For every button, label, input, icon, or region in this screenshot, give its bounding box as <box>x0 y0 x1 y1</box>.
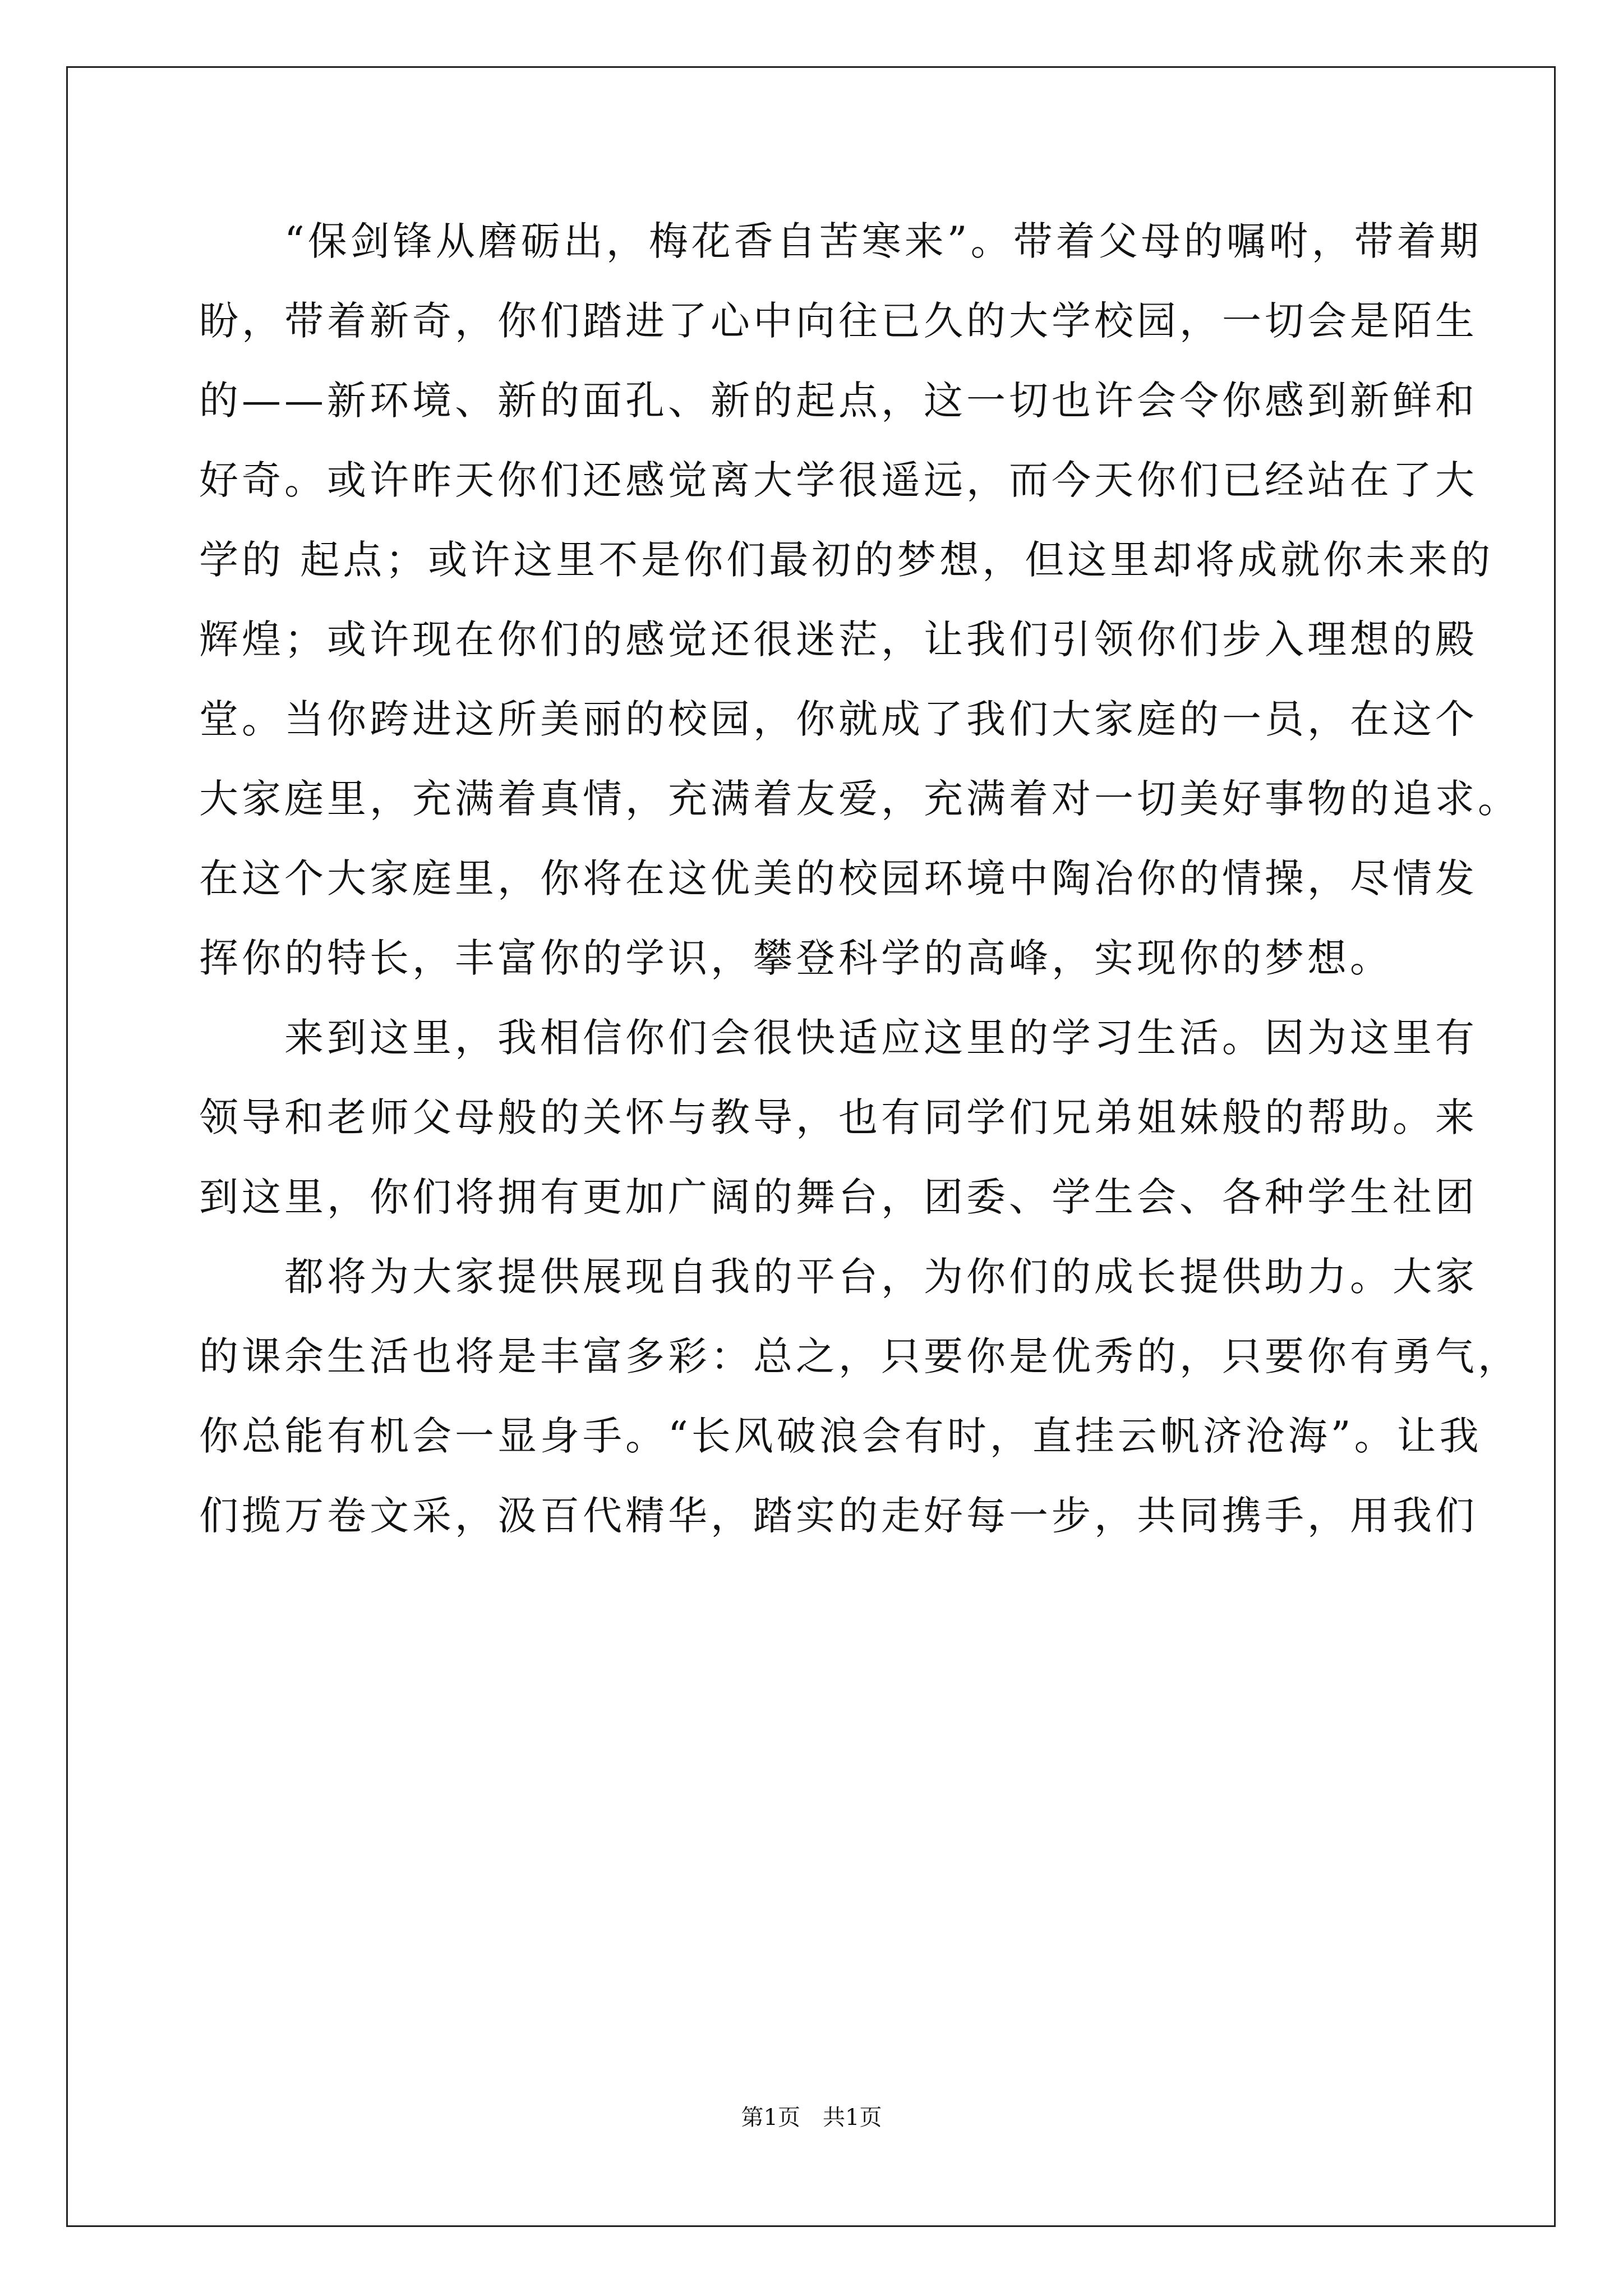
text-line: 挥你的特长，丰富你的学识，攀登科学的高峰，实现你的梦想。 <box>199 935 1393 981</box>
text-line: “保剑锋从磨砺出，梅花香自苦寒来”。带着父母的嘱咐，带着期 <box>199 218 1482 264</box>
text-line: 领导和老师父母般的关怀与教导，也有同学们兄弟姐妹般的帮助。来 <box>199 1094 1478 1140</box>
text-line: 在这个大家庭里，你将在这优美的校园环境中陶冶你的情操，尽情发 <box>199 855 1478 901</box>
text-line: 学的 起点；或许这里不是你们最初的梦想，但这里却将成就你未来的 <box>199 537 1494 583</box>
text-line: 辉煌；或许现在你们的感觉还很迷茫，让我们引领你们步入理想的殿 <box>199 616 1478 662</box>
text-line: 们揽万卷文采，汲百代精华，踏实的走好每一步，共同携手，用我们 <box>199 1493 1478 1539</box>
text-line: 都将为大家提供展现自我的平台，为你们的成长提供助力。大家 <box>199 1254 1478 1300</box>
text-line: 来到这里，我相信你们会很快适应这里的学习生活。因为这里有 <box>199 1015 1478 1061</box>
text-line: 好奇。或许昨天你们还感觉离大学很遥远，而今天你们已经站在了大 <box>199 457 1478 503</box>
text-line: 的——新环境、新的面孔、新的起点，这一切也许会令你感到新鲜和 <box>199 378 1478 424</box>
text-line: 盼，带着新奇，你们踏进了心中向往已久的大学校园，一切会是陌生 <box>199 298 1478 344</box>
text-line: 你总能有机会一显身手。“长风破浪会有时，直挂云帆济沧海”。让我 <box>199 1413 1482 1459</box>
text-line: 堂。当你跨进这所美丽的校园，你就成了我们大家庭的一员，在这个 <box>199 696 1478 742</box>
text-line: 的课余生活也将是丰富多彩：总之，只要你是优秀的，只要你有勇气， <box>199 1333 1520 1379</box>
text-line: 到这里，你们将拥有更加广阔的舞台，团委、学生会、各种学生社团 <box>199 1174 1478 1220</box>
page-footer: 第1页 共1页 <box>741 2105 882 2131</box>
text-line: 大家庭里，充满着真情，充满着友爱，充满着对一切美好事物的追求。 <box>199 776 1520 822</box>
